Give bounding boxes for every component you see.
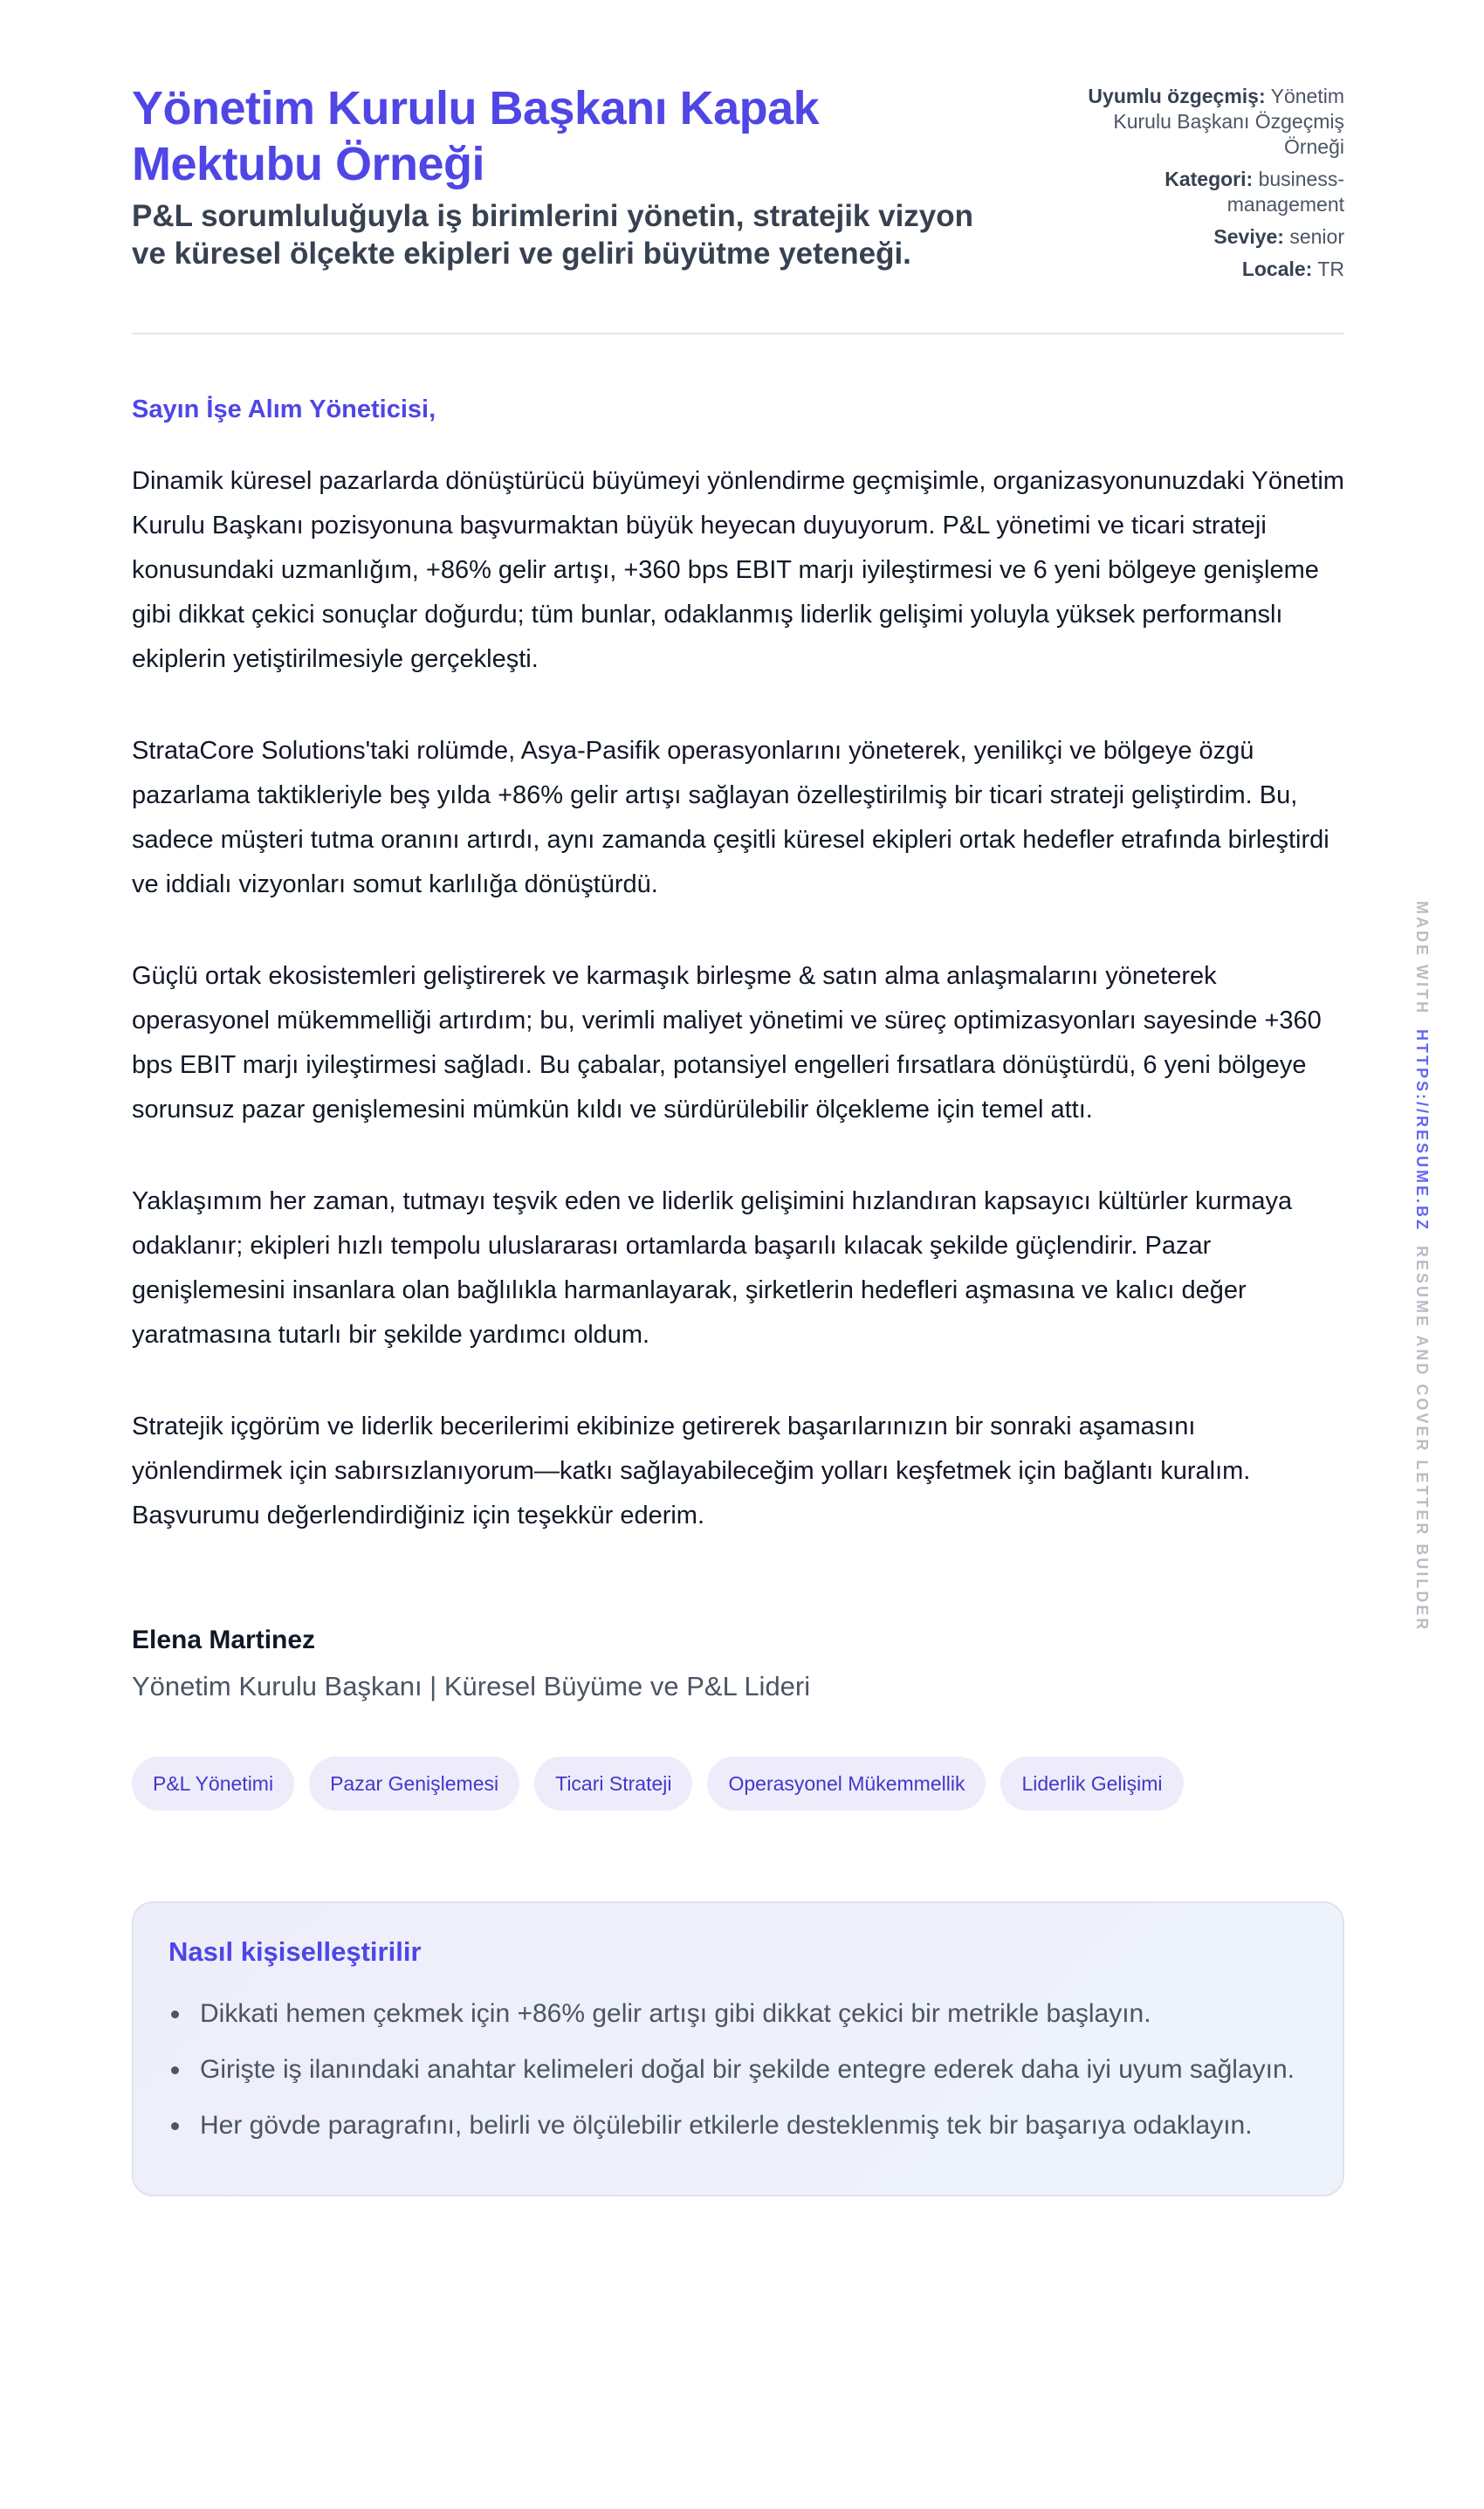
- meta-resume: [1056, 84, 1344, 160]
- skill-tag: Pazar Genişlemesi: [309, 1756, 519, 1811]
- letter-paragraph: Dinamik küresel pazarlarda dönüştürücü büyümeyi yönlendirme geçmişimle, organizasyonunuzdaki Yönetim Kurulu Başkanı pozisyonuna başvurmaktan büyük heyecan duyuyorum. P&L yönetimi ve ticari strateji konusundaki uzmanlığım, +86% gelir artışı, +360 bps EBIT marjı iyileştirmesi ve 6 yeni bölgeye genişleme gibi dikkat çekici sonuçlar doğurdu; tüm bunlar, odaklanmış liderlik gelişimi yoluyla yüksek performanslı ekiplerin yetiştirilmesiyle gerçekleşti.: [132, 467, 1344, 673]
- meta-resume-value: Yönetim Kurulu Başkanı Özgeçmiş Örneği: [1113, 85, 1344, 158]
- meta-resume-label: Uyumlu özgeçmiş:: [1088, 85, 1266, 107]
- letter-body: [132, 459, 1344, 1538]
- meta-category-value: business-management: [1226, 168, 1344, 216]
- skill-tag: Ticari Strateji: [534, 1756, 692, 1811]
- tip-item: Her gövde paragrafını, belirli ve ölçülebilir etkilerle desteklenmiş tek bir başarıya odaklayın.: [200, 2104, 1308, 2148]
- title-block: [132, 80, 1005, 272]
- cover-letter-page: [132, 80, 1344, 2196]
- skill-tags: [132, 1756, 1344, 1811]
- signature-block: [132, 1626, 1344, 1702]
- letter-paragraph: StrataCore Solutions'taki rolümde, Asya-Pasifik operasyonlarını yöneterek, yenilikçi ve bölgeye özgü pazarlama taktikleriyle beş yılda +86% gelir artışı sağlayan özelleştirilmiş bir ticari strateji geliştirdim. Bu, sadece müşteri tutma oranını artırdı, aynı zamanda çeşitli küresel ekipleri ortak hedefler etrafında birleştirdi ve iddialı vizyonları somut karlılığa dönüştürdü.: [132, 737, 1329, 898]
- tips-list: [168, 1992, 1308, 2148]
- page-title: Yönetim Kurulu Başkanı Kapak Mektubu Örneği: [132, 82, 820, 190]
- credit-prefix: MADE WITH: [1413, 901, 1431, 1015]
- meta-level-value: senior: [1289, 225, 1344, 248]
- credit-link[interactable]: HTTPS://RESUME.BZ: [1413, 1029, 1431, 1233]
- page-header: [132, 80, 1344, 334]
- credit-suffix: RESUME AND COVER LETTER BUILDER: [1413, 1246, 1431, 1633]
- meta-category: [1056, 167, 1344, 217]
- meta-locale-value: TR: [1317, 258, 1344, 280]
- page-subtitle: P&L sorumluluğuyla iş birimlerini yönetin, stratejik vizyon ve küresel ölçekte ekipleri ve geliri büyütme yeteneği.: [132, 199, 974, 271]
- meta-panel: [1056, 80, 1344, 289]
- tips-title: Nasıl kişiselleştirilir: [168, 1936, 422, 1967]
- skill-tag: Liderlik Gelişimi: [1000, 1756, 1183, 1811]
- skill-tag: Operasyonel Mükemmellik: [707, 1756, 986, 1811]
- side-credit: [1412, 901, 1431, 1632]
- letter-paragraph: Güçlü ortak ekosistemleri geliştirerek ve karmaşık birleşme & satın alma anlaşmalarını yöneterek operasyonel mükemmelliği artırdım; bu, verimli maliyet yönetimi ve süreç optimizasyonları sayesinde +360 bps EBIT marjı iyileştirmesi sağladı. Bu çabalar, potansiyel engelleri fırsatlara dönüştürdü, 6 yeni bölgeye sorunsuz pazar genişlemesini mümkün kıldı ve sürdürülebilir ölçekleme için temel attı.: [132, 962, 1322, 1124]
- letter-paragraph: Stratejik içgörüm ve liderlik becerilerimi ekibinize getirerek başarılarınızın bir sonraki aşamasını yönlendirmek için sabırsızlanıyorum—katkı sağlayabileceğim yolları keşfetmek için bağlantı kuralım. Başvurumu değerlendirdiğiniz için teşekkür ederim.: [132, 1413, 1251, 1529]
- skill-tag: P&L Yönetimi: [132, 1756, 294, 1811]
- meta-locale-label: Locale:: [1241, 258, 1313, 280]
- personalization-tips-box: [132, 1901, 1344, 2196]
- letter-paragraph: Yaklaşımım her zaman, tutmayı teşvik eden ve liderlik gelişimini hızlandıran kapsayıcı kültürler kurmaya odaklanır; ekipleri hızlı tempolu uluslararası ortamlarda başarılı kılacak şekilde güçlendirir. Pazar genişlemesini insanlara olan bağlılıkla harmanlayarak, şirketlerin hedefleri aşmasına ve kalıcı değer yaratmasına tutarlı bir şekilde yardımcı oldum.: [132, 1187, 1293, 1349]
- meta-level: [1056, 224, 1344, 250]
- signature-name: Elena Martinez: [132, 1626, 316, 1654]
- meta-category-label: Kategori:: [1165, 168, 1254, 190]
- signature-title: Yönetim Kurulu Başkanı | Küresel Büyüme ve P&L Lideri: [132, 1671, 811, 1701]
- tip-item: Dikkati hemen çekmek için +86% gelir artışı gibi dikkat çekici bir metrikle başlayın.: [200, 1992, 1308, 2036]
- meta-level-label: Seviye:: [1213, 225, 1284, 248]
- tip-item: Girişte iş ilanındaki anahtar kelimeleri doğal bir şekilde entegre ederek daha iyi uyum sağlayın.: [200, 2048, 1308, 2092]
- letter-greeting: Sayın İşe Alım Yöneticisi,: [132, 395, 436, 423]
- meta-locale: [1056, 257, 1344, 282]
